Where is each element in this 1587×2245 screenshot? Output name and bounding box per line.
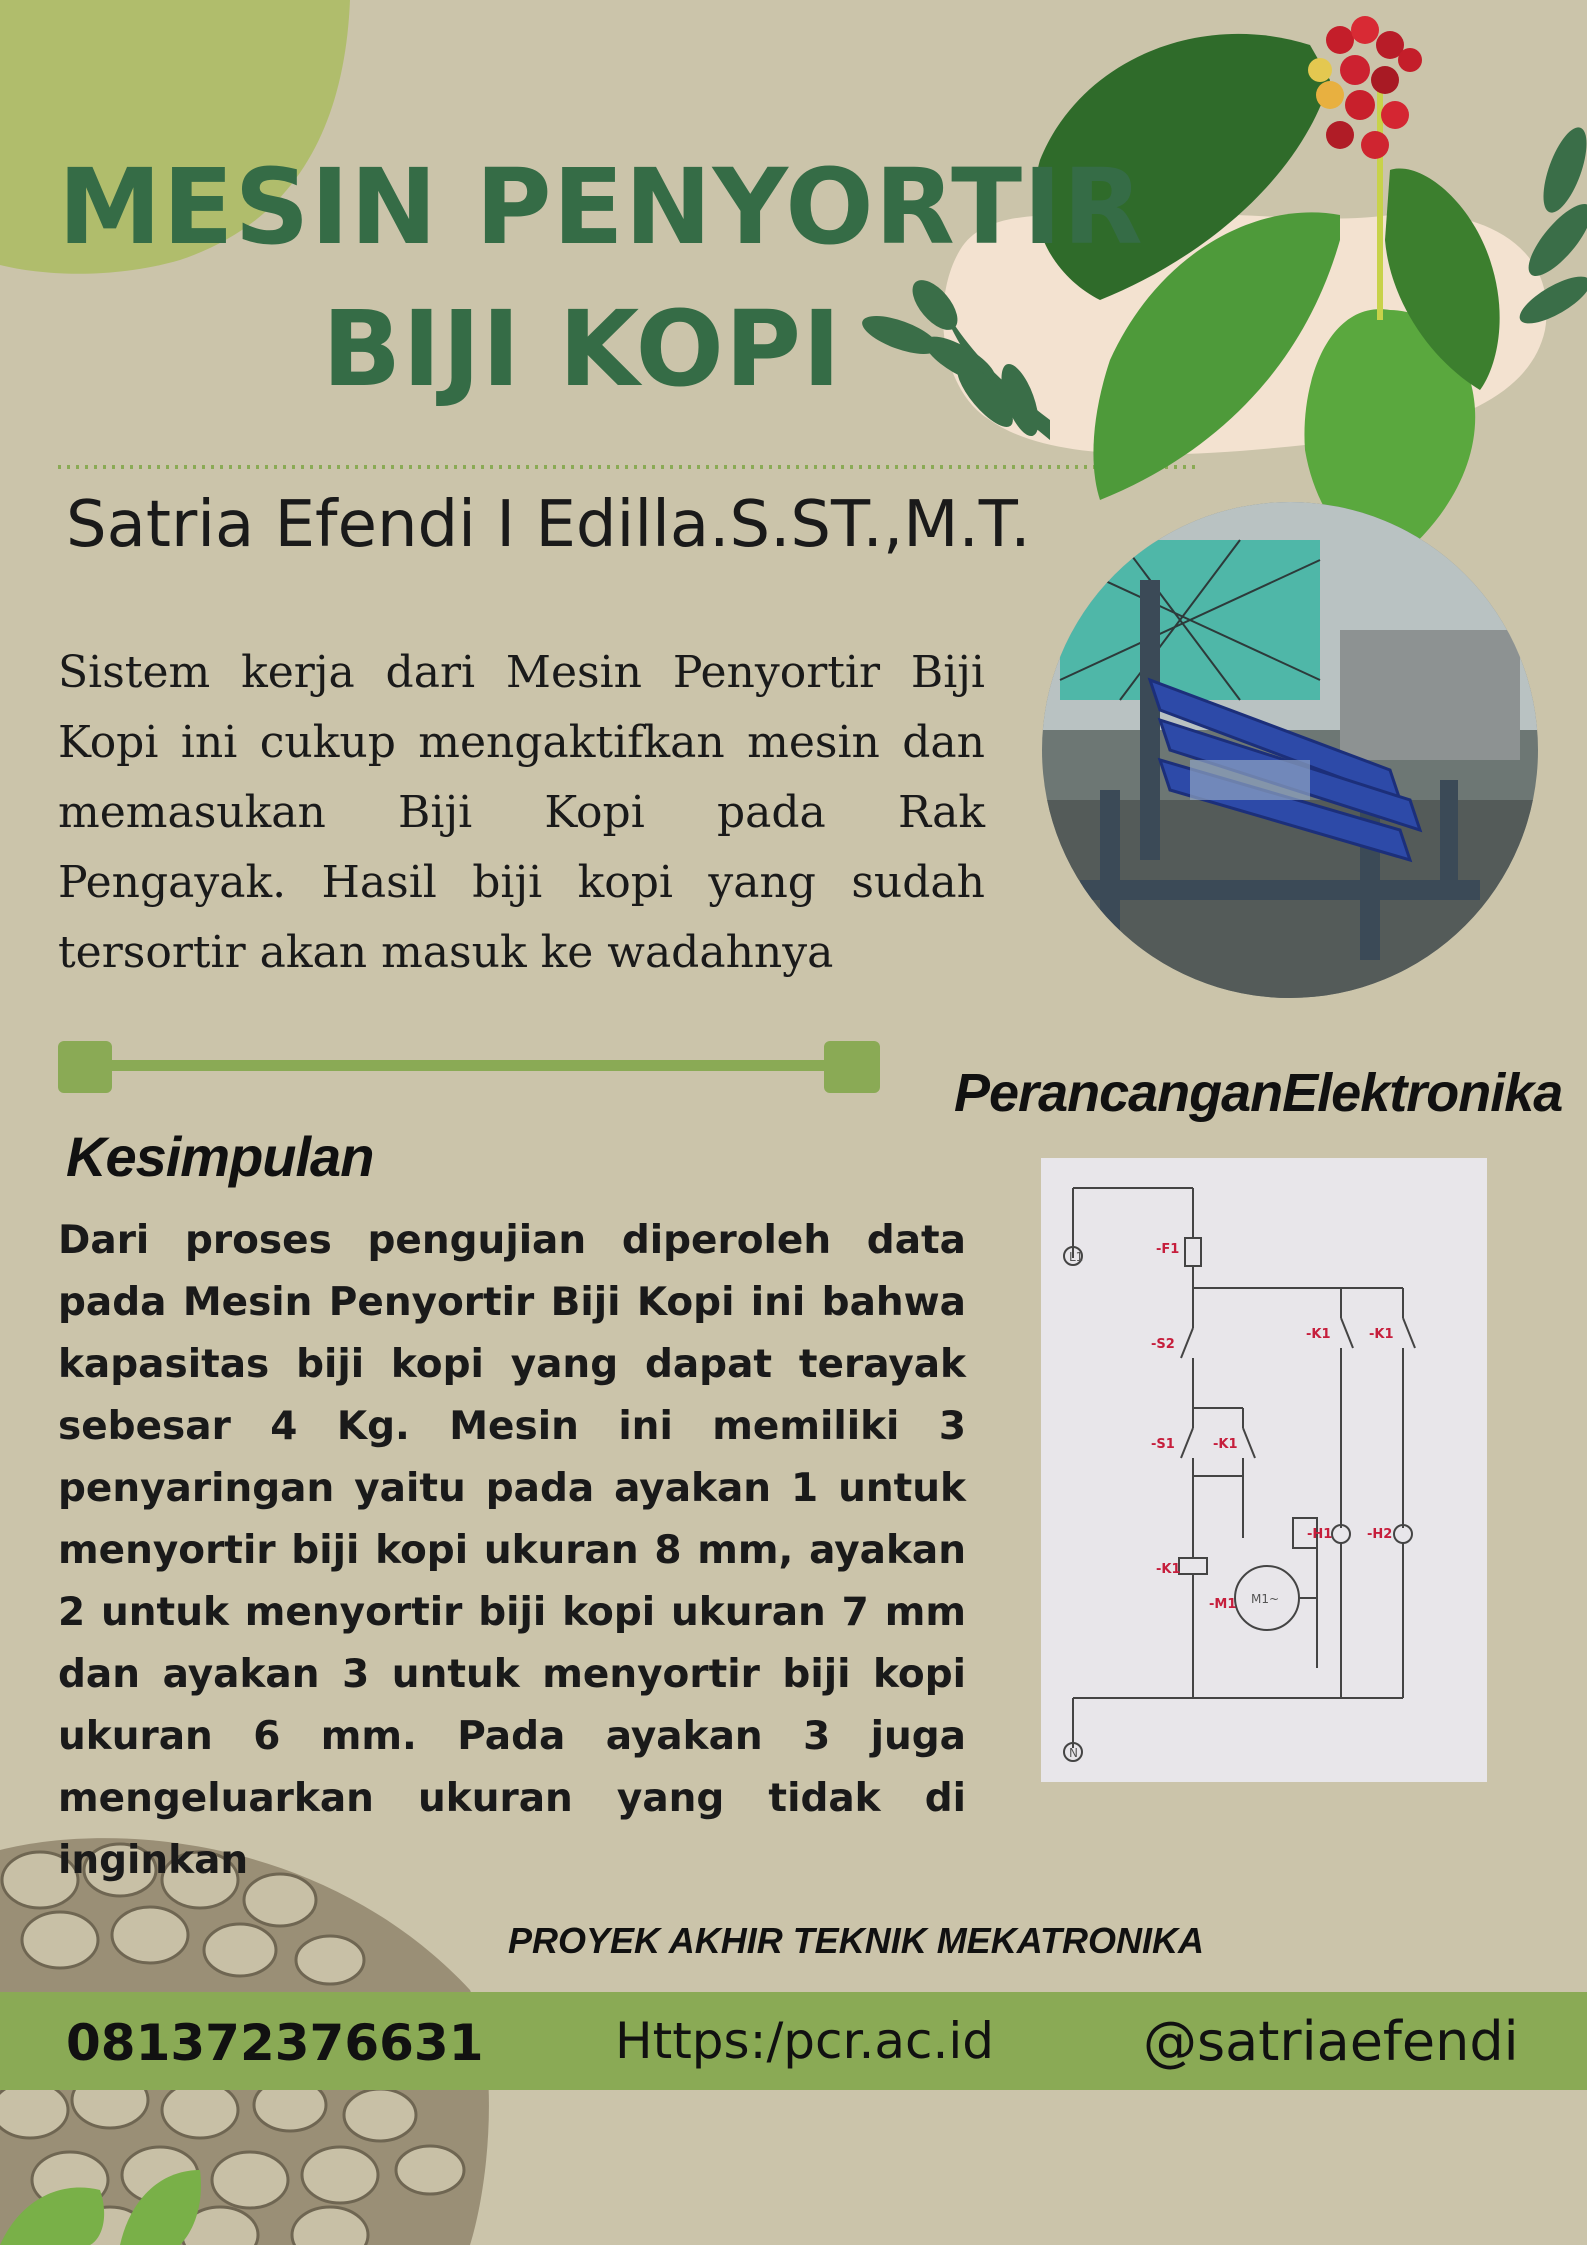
circuit-label-n: N: [1069, 1746, 1078, 1760]
description-text: Sistem kerja dari Mesin Penyortir Biji Kopi ini cukup mengaktifkan mesin dan memasukan Biji Kopi pada Rak Pengayak. Hasil biji kopi yang sudah tersortir akan masuk ke wadahnya: [58, 647, 985, 978]
divider-left-cap: [58, 1041, 112, 1093]
circuit-label-l1: L1: [1069, 1250, 1084, 1264]
section-divider-bar: [80, 1060, 840, 1071]
circuit-label-k1-c: -K1: [1369, 1327, 1394, 1342]
circuit-label-h1: -H1: [1307, 1527, 1333, 1542]
circuit-label-h2: -H2: [1367, 1527, 1393, 1542]
conclusion-heading: Kesimpulan: [66, 1125, 374, 1188]
circuit-label-k1-b: -K1: [1306, 1327, 1331, 1342]
circuit-label-f1: -F1: [1156, 1242, 1180, 1257]
poster-title-line2: BIJI KOPI: [322, 288, 842, 410]
design-heading: PerancanganElektronika: [954, 1063, 1563, 1123]
circuit-label-k1-a: -K1: [1213, 1437, 1238, 1452]
author-name: Satria Efendi I Edilla.S.ST.,M.T.: [66, 488, 1031, 562]
project-label: PROYEK AKHIR TEKNIK MEKATRONIKA: [508, 1920, 1205, 1961]
coffee-cherries: [1308, 16, 1422, 159]
circuit-label-motor: M1~: [1251, 1592, 1280, 1606]
circuit-label-m1: -M1: [1209, 1597, 1237, 1612]
conclusion-text: Dari proses pengujian diperoleh data pada Mesin Penyortir Biji Kopi ini bahwa kapasitas biji kopi yang dapat terayak sebesar 4 Kg. Mesin ini memiliki 3 penyaringan yaitu pada ayakan 1 untuk menyortir biji kopi ukuran 8 mm, ayakan 2 untuk menyortir biji kopi ukuran 7 mm dan ayakan 3 untuk menyortir biji kopi ukuran 6 mm. Pada ayakan 3 juga mengeluarkan ukuran yang tidak di inginkan: [58, 1218, 966, 1883]
circuit-diagram: [1041, 1158, 1487, 1782]
circuit-label-s1: -S1: [1151, 1437, 1175, 1452]
footer-website[interactable]: Https:/pcr.ac.id: [615, 2012, 995, 2070]
footer-phone: 081372376631: [66, 2014, 484, 2072]
circuit-label-s2: -S2: [1151, 1337, 1175, 1352]
poster-title-line1: MESIN PENYORTIR: [58, 146, 1144, 268]
circuit-label-k1-d: -K1: [1156, 1562, 1181, 1577]
divider-right-cap: [824, 1041, 880, 1093]
footer-social-handle[interactable]: @satriaefendi: [1143, 2010, 1519, 2073]
machine-photo: [1040, 500, 1540, 1000]
